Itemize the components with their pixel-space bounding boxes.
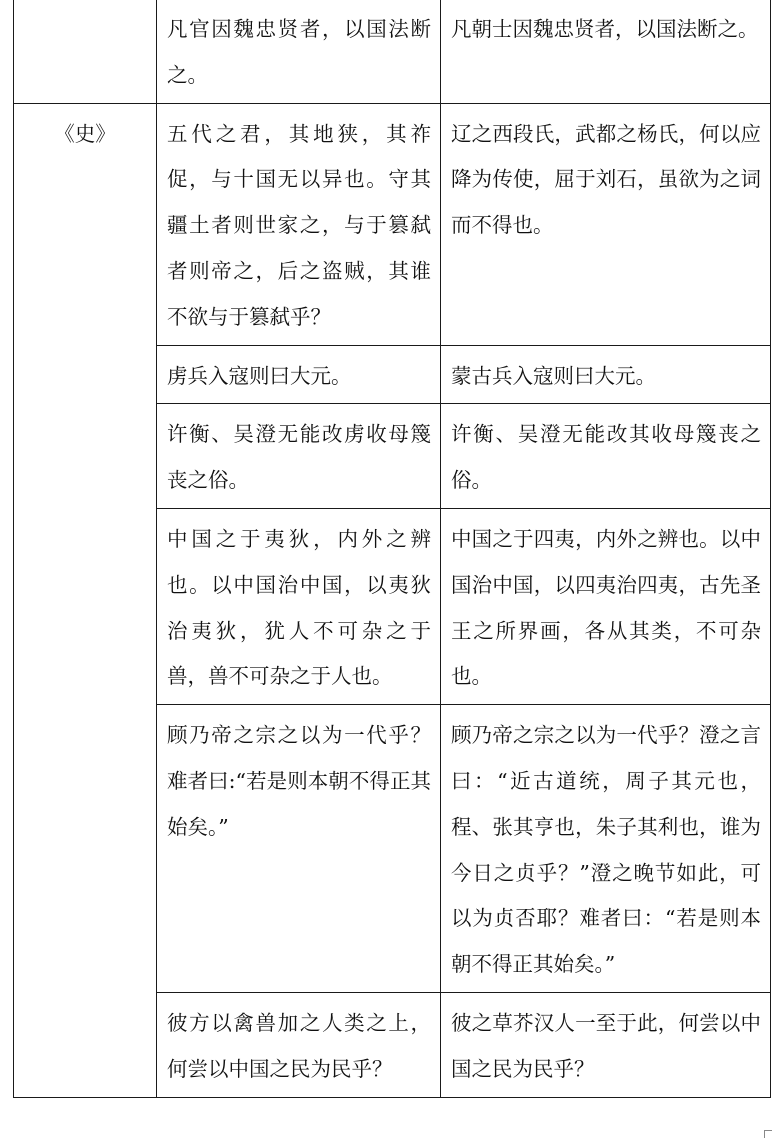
comparison-table bbox=[13, 0, 771, 1098]
original-text-cell: 彼方以禽兽加之人类之上，何尝以中国之民为民乎？ bbox=[157, 992, 441, 1097]
source-label-cell: 《史》 bbox=[14, 103, 157, 1097]
original-text-cell: 中国之于夷狄，内外之辨也。以中国治中国，以夷狄治夷狄，犹人不可杂之于兽，兽不可杂之于人也。 bbox=[157, 508, 441, 704]
revised-text-cell: 许衡、吴澄无能改其收母篾丧之俗。 bbox=[441, 404, 771, 509]
revised-text-cell: 顾乃帝之宗之以为一代乎？澄之言曰：“近古道统，周子其元也，程、张其亨也，朱子其利也，谁为今日之贞乎？”澄之晚节如此，可以为贞否耶？难者曰：“若是则本朝不得正其始矣。” bbox=[441, 705, 771, 993]
revised-text-cell: 彼之草芥汉人一至于此，何尝以中国之民为民乎？ bbox=[441, 992, 771, 1097]
revised-text-cell: 凡朝士因魏忠贤者，以国法断之。 bbox=[441, 0, 771, 103]
page-corner-mark bbox=[764, 1130, 772, 1138]
original-text-cell: 虏兵入寇则曰大元。 bbox=[157, 345, 441, 404]
table-row bbox=[14, 0, 771, 103]
revised-text-cell: 辽之西段氏，武都之杨氏，何以应降为传使，屈于刘石，虽欲为之词而不得也。 bbox=[441, 103, 771, 345]
revised-text-cell: 中国之于四夷，内外之辨也。以中国治中国，以四夷治四夷，古先圣王之所界画，各从其类，不可杂也。 bbox=[441, 508, 771, 704]
table-row bbox=[14, 103, 771, 345]
original-text-cell: 五代之君，其地狭，其祚促，与十国无以异也。守其疆土者则世家之，与于篡弑者则帝之，后之盗贼，其谁不欲与于篡弑乎？ bbox=[157, 103, 441, 345]
revised-text-cell: 蒙古兵入寇则曰大元。 bbox=[441, 345, 771, 404]
original-text-cell: 凡官因魏忠贤者，以国法断之。 bbox=[157, 0, 441, 103]
source-label-cell bbox=[14, 0, 157, 103]
original-text-cell: 顾乃帝之宗之以为一代乎？难者曰:“若是则本朝不得正其始矣。” bbox=[157, 705, 441, 993]
original-text-cell: 许衡、吴澄无能改虏收母篾丧之俗。 bbox=[157, 404, 441, 509]
